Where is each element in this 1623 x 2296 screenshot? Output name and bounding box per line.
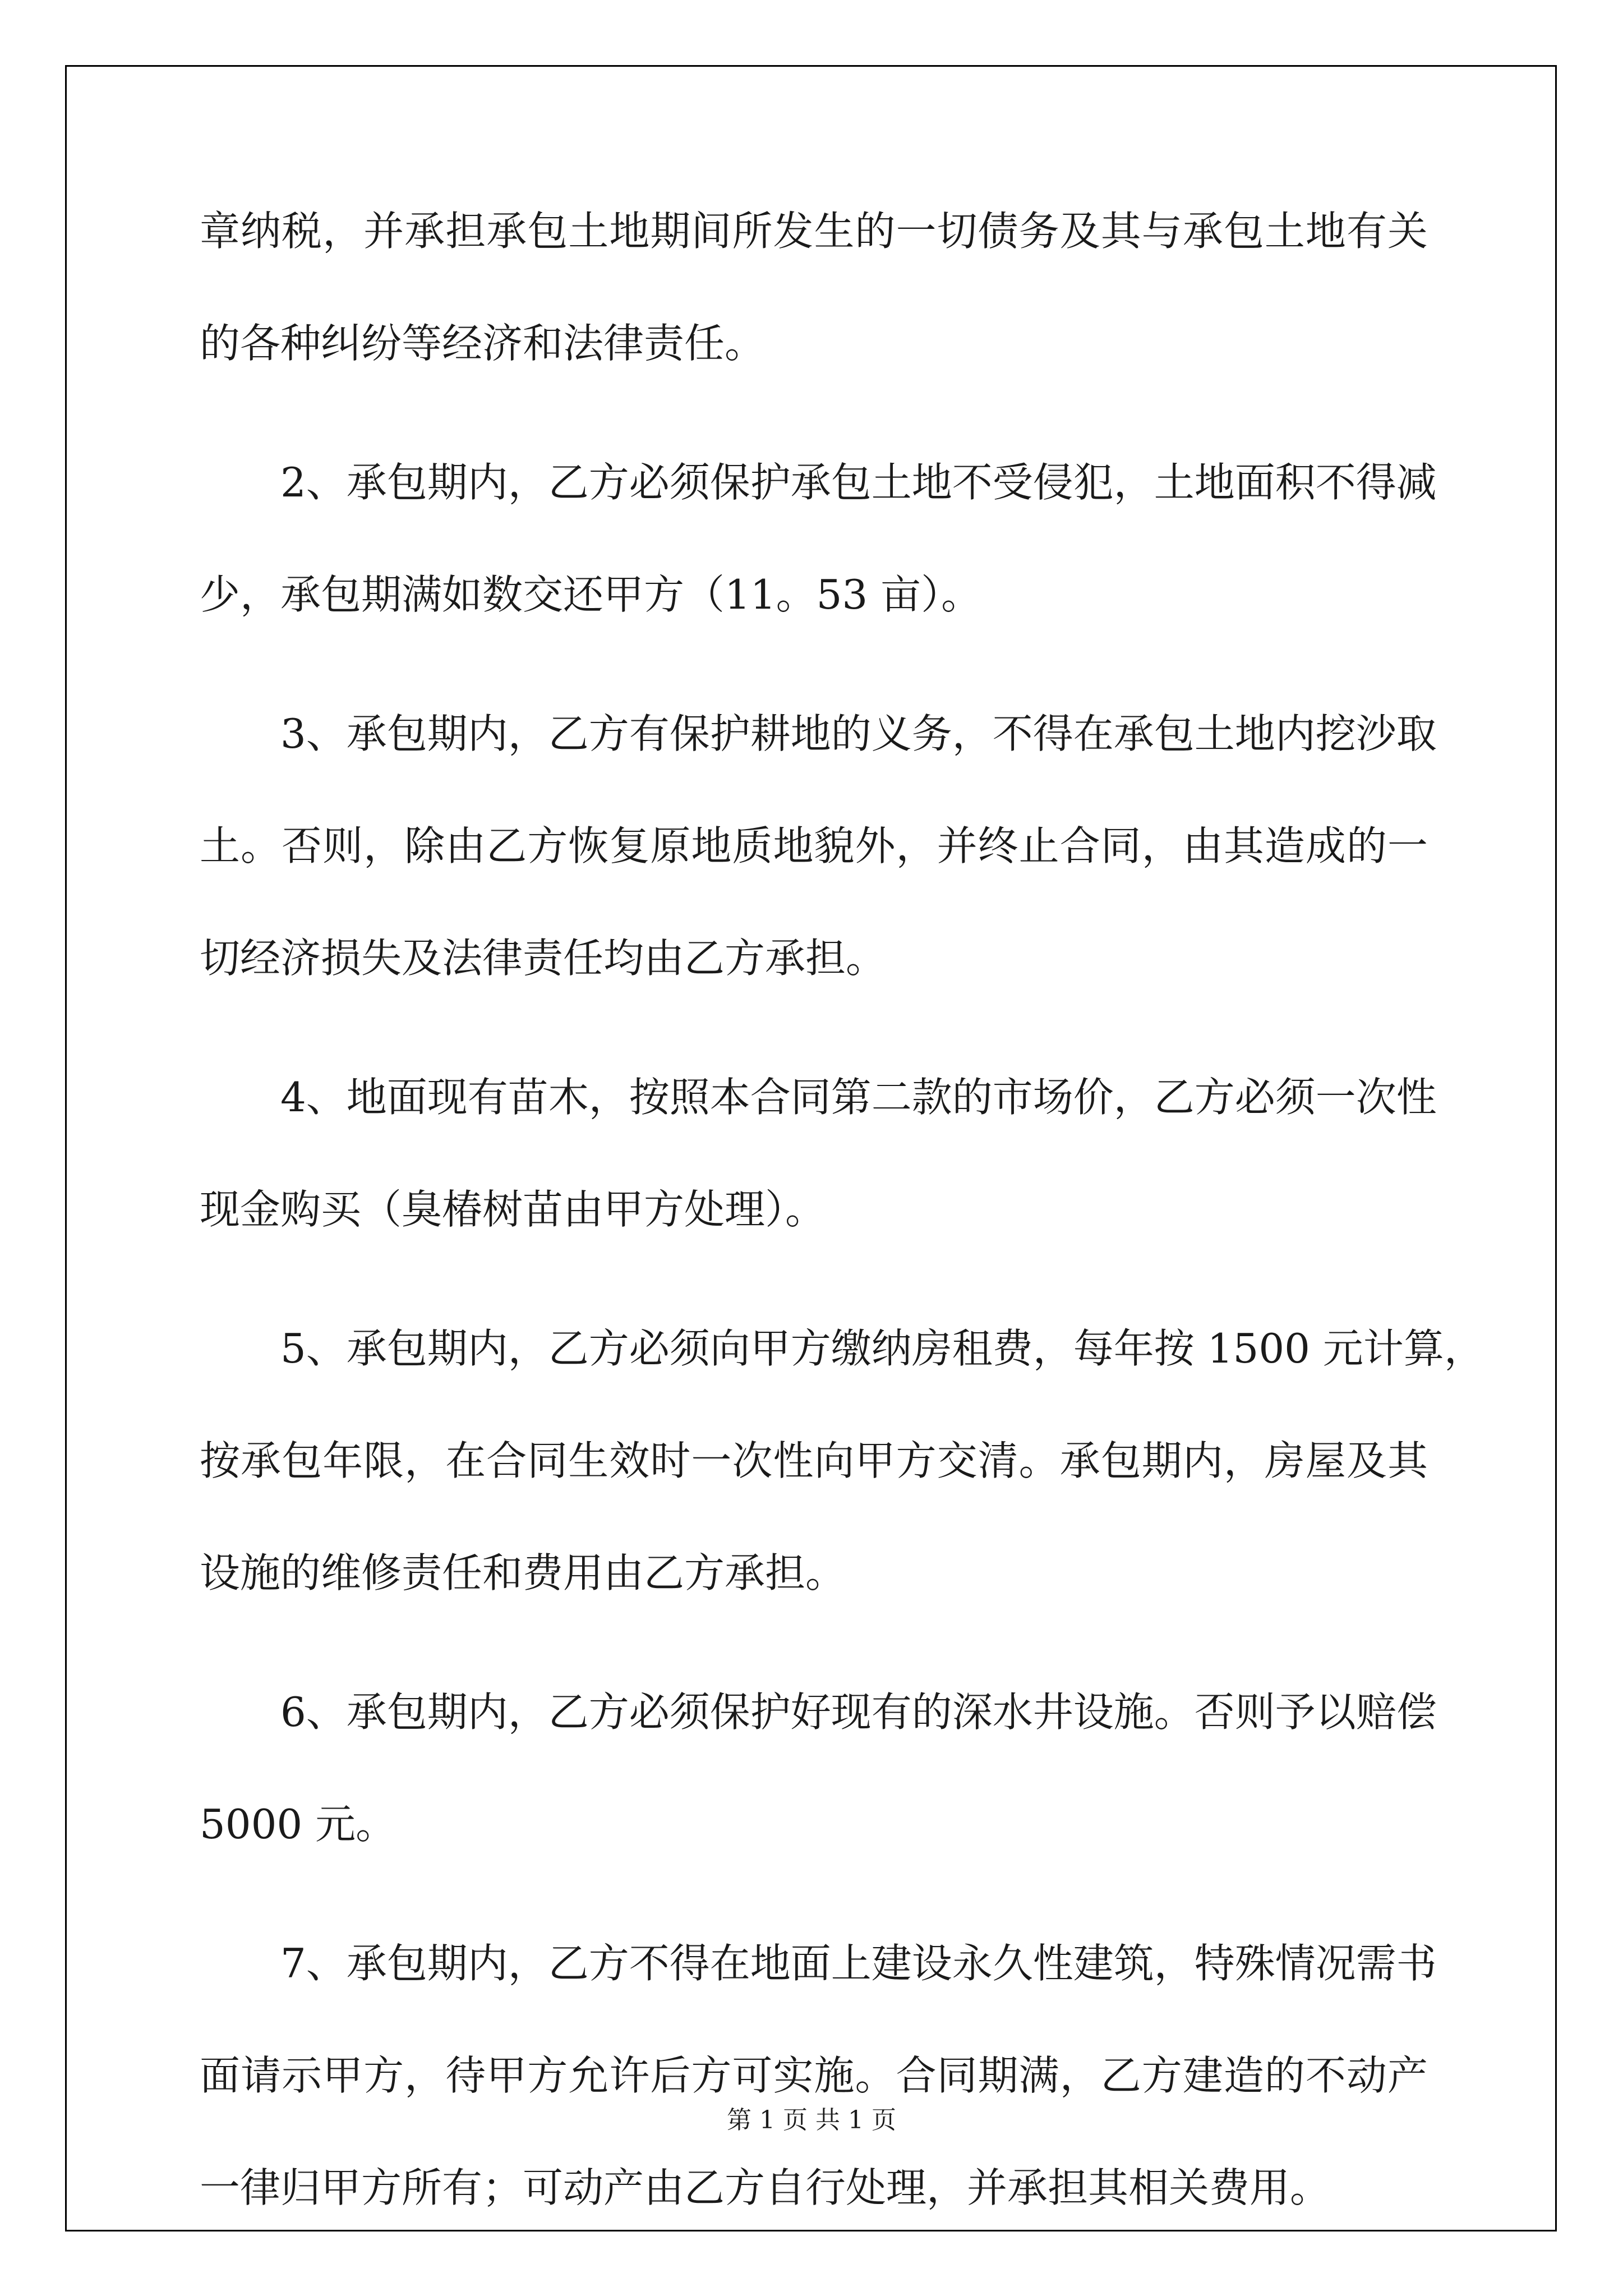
- clause-4-line-2: 现金购买（臭椿树苗由甲方处理）。: [200, 1186, 826, 1233]
- clause-3-line-1: 3、承包期内，乙方有保护耕地的义务，不得在承包土地内挖沙取: [280, 710, 1437, 757]
- clause-7-line-1: 7、承包期内，乙方不得在地面上建设永久性建筑，特殊情况需书: [280, 1940, 1437, 1987]
- clause-6-line-1: 6、承包期内，乙方必须保护好现有的深水井设施。否则予以赔偿: [280, 1688, 1437, 1736]
- clause-5-line-3: 设施的维修责任和费用由乙方承担。: [200, 1549, 846, 1596]
- clause-5-line-2: 按承包年限，在合同生效时一次性向甲方交清。承包期内，房屋及其: [200, 1437, 1428, 1484]
- clause-7-line-3: 一律归甲方所有；可动产由乙方自行处理，并承担其相关费用。: [200, 2164, 1331, 2211]
- clause-5-line-1: 5、承包期内，乙方必须向甲方缴纳房租费，每年按 1500 元计算，: [280, 1325, 1484, 1372]
- page-footer: 第 1 页 共 1 页: [727, 2106, 896, 2134]
- document-body: [200, 208, 1484, 2211]
- text-line: 章纳税，并承担承包土地期间所发生的一切债务及其与承包土地有关: [200, 208, 1428, 255]
- clause-4-line-1: 4、地面现有苗木，按照本合同第二款的市场价，乙方必须一次性: [280, 1074, 1437, 1121]
- clause-2-line-2: 少，承包期满如数交还甲方（11。53 亩）。: [200, 571, 982, 618]
- clause-7-line-2: 面请示甲方，待甲方允许后方可实施。合同期满，乙方建造的不动产: [200, 2052, 1428, 2099]
- clause-2-line-1: 2、承包期内，乙方必须保护承包土地不受侵犯，土地面积不得减: [280, 459, 1437, 506]
- clause-6-line-2: 5000 元。: [200, 1801, 396, 1848]
- text-line: 的各种纠纷等经济和法律责任。: [200, 320, 766, 367]
- clause-3-line-2: 土。否则，除由乙方恢复原地质地貌外，并终止合同，由其造成的一: [200, 822, 1428, 869]
- clause-3-line-3: 切经济损失及法律责任均由乙方承担。: [200, 935, 887, 982]
